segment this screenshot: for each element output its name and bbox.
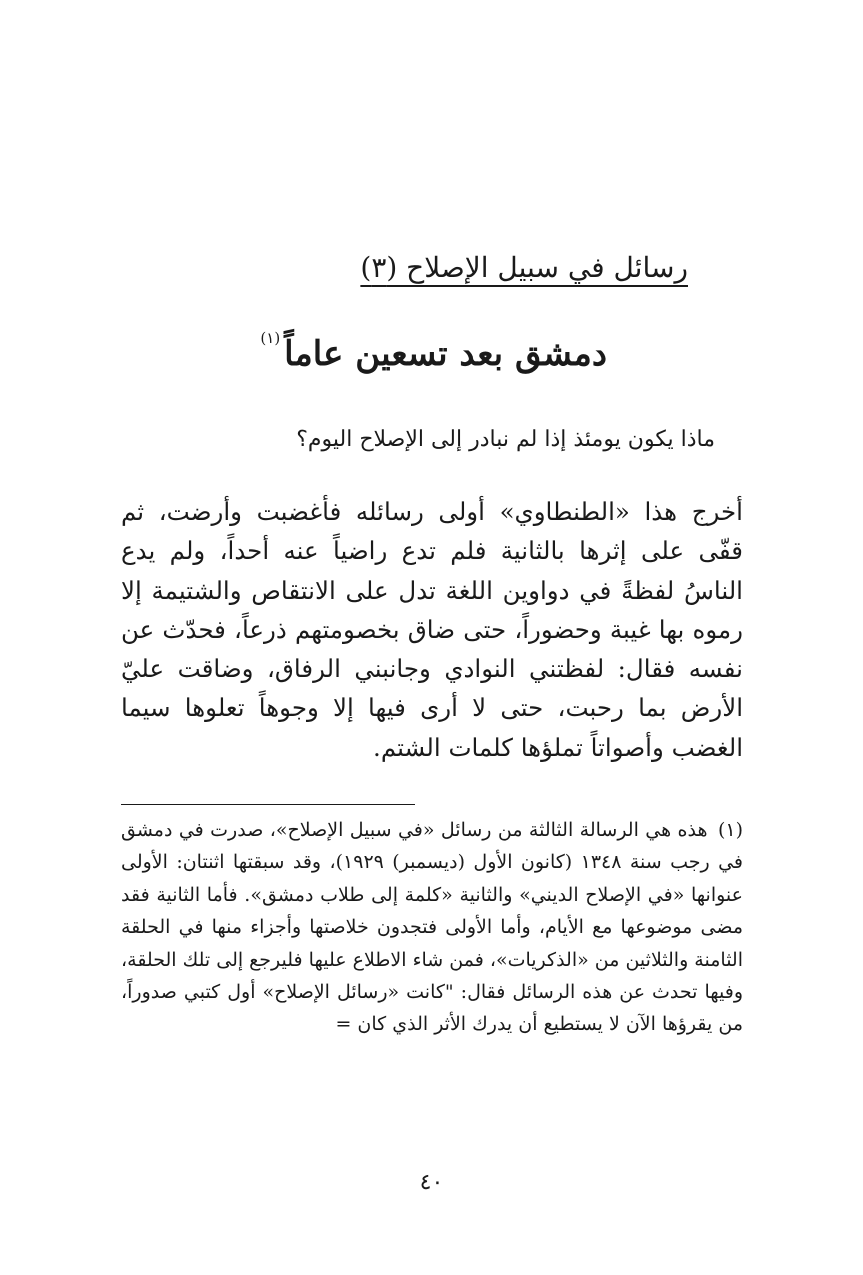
article-title-text: دمشق بعد تسعين عاماً [284,334,607,374]
question-line: ماذا يكون يومئذ إذا لم نبادر إلى الإصلاح اليوم؟ [296,427,715,452]
footnote-reference: (١) [260,329,281,347]
body-paragraph: أخرج هذا «الطنطاوي» أولى رسائله فأغضبت وأرضت، ثم قفّى على إثرها بالثانية فلم تدع راضياً عنه أحداً، ولم يدع الناسُ لفظةً في دواوين اللغة تدل على الانتقاص والشتيمة إلا رموه بها غيبة وحضوراً، حتى ضاق بخصومتهم ذرعاً، فحدّث عن نفسه فقال: لفظتني النوادي وجانبني الرفاق، وضاقت عليّ الأرض بما رحبت، حتى لا أرى فيها إلا وجوهاً تعلوها سيما الغضب وأصواتاً تملؤها كلمات الشتم. [121,497,743,762]
page-number: ٤٠ [419,1170,444,1195]
article-title [260,310,607,382]
series-title: رسائل في سبيل الإصلاح (٣) [360,251,688,284]
footnote-number: (١) [717,819,743,841]
footnote-text: هذه هي الرسالة الثالثة من رسائل «في سبيل الإصلاح»، صدرت في دمشق في رجب سنة ١٣٤٨ (كانون الأول (ديسمبر) ١٩٢٩)، وقد سبقتها اثنتان: الأولى عنوانها «في الإصلاح الديني» والثانية «كلمة إلى طلاب دمشق». فأما الثانية فقد مضى موضوعها مع الأيام، وأما الأولى فتجدون خلاصتها وأجزاء منها في الحلقة الثامنة والثلاثين من «الذكريات»، فمن شاء الاطلاع عليها فليرجع إلى تلك الحلقة، وفيها تحدث عن هذه الرسائل فقال: "كانت «رسائل الإصلاح» أول كتبي صدوراً، من يقرؤها الآن لا يستطيع أن يدرك الأثر الذي كان = [121,819,743,1036]
footnote [121,814,743,1041]
footnote-separator [121,804,415,805]
